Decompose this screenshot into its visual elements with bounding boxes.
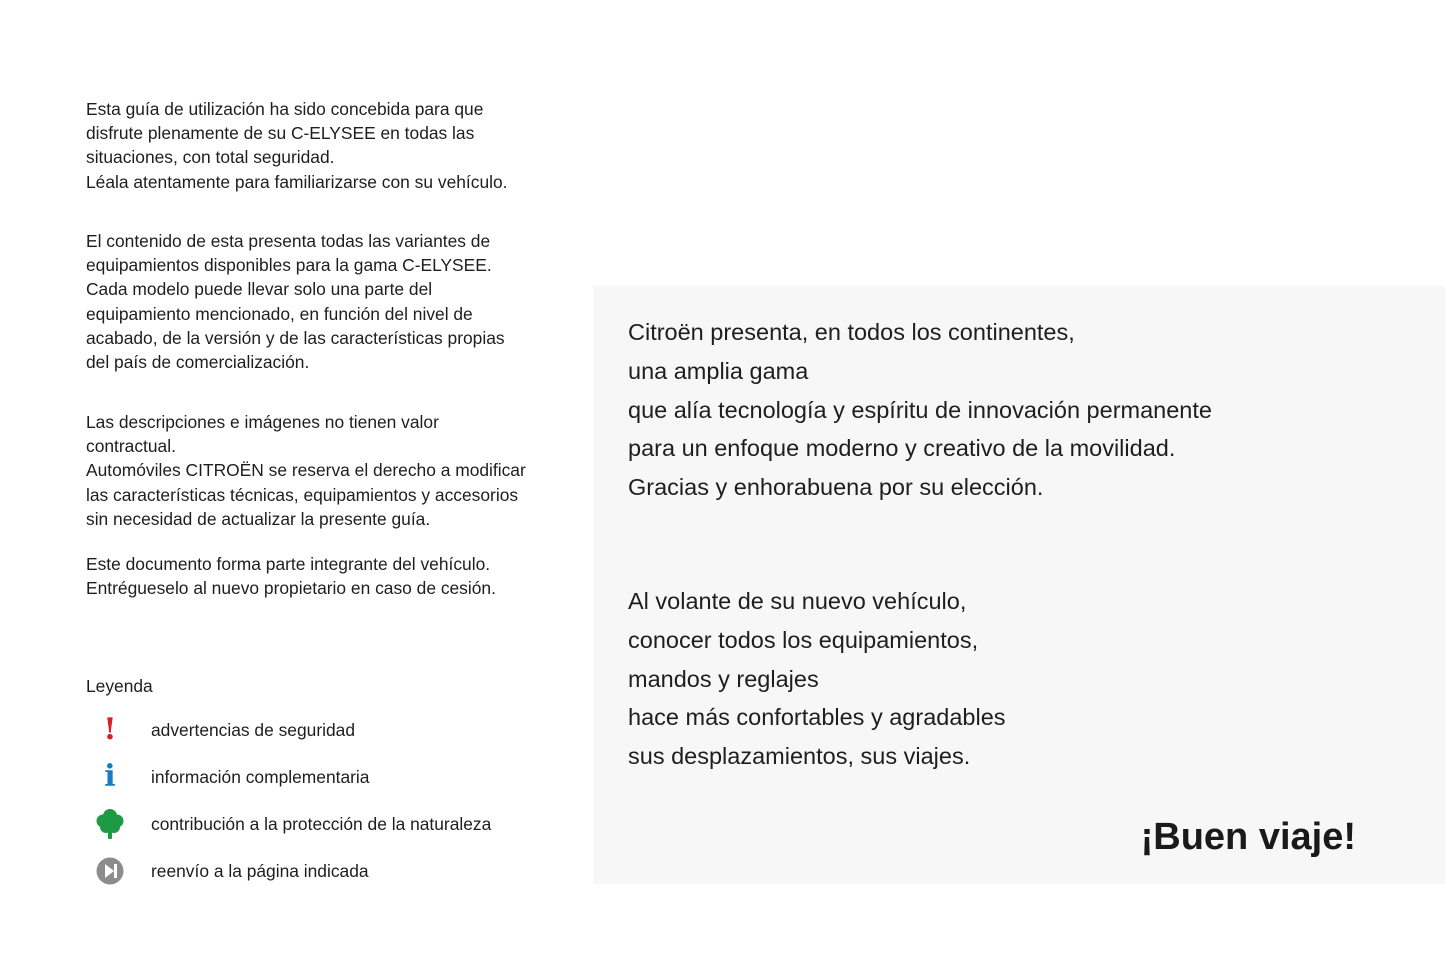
legend-label: advertencias de seguridad	[151, 720, 355, 740]
legend-item-info	[86, 759, 556, 795]
text-line: contractual.	[86, 436, 176, 457]
text-line: acabado, de la versión y de las características propias	[86, 327, 505, 348]
legend-label: información complementaria	[151, 767, 370, 787]
text-line: una amplia gama	[628, 357, 809, 384]
text-line: conocer todos los equipamientos,	[628, 626, 979, 653]
text-line: del país de comercialización.	[86, 352, 310, 373]
intro-paragraph-purpose	[86, 97, 507, 194]
legend-item-safety	[86, 712, 556, 748]
welcome-text-vehicle	[628, 582, 1006, 776]
text-line: situaciones, con total seguridad.	[86, 147, 335, 168]
info-icon: i	[104, 759, 116, 794]
text-line: Al volante de su nuevo vehículo,	[628, 588, 967, 614]
text-line: disfrute plenamente de su C-ELYSEE en todas las	[86, 123, 475, 144]
text-line: Cada modelo puede llevar solo una parte del	[86, 279, 433, 300]
text-line: hace más confortables y agradables	[628, 704, 1006, 731]
legend-item-page-reference	[86, 853, 556, 889]
text-line: El contenido de esta presenta todas las variantes de	[86, 231, 491, 251]
text-line: Este documento forma parte integrante del vehículo.	[86, 554, 491, 574]
text-line: que alía tecnología y espíritu de innovación permanente	[628, 396, 1212, 423]
intro-paragraph-contents	[86, 229, 505, 374]
text-line: sus desplazamientos, sus viajes.	[628, 743, 971, 770]
legend-title: Leyenda	[86, 676, 153, 696]
text-line: Entrégueselo al nuevo propietario en caso de cesión.	[86, 578, 496, 599]
text-line: Gracias y enhorabuena por su elección.	[628, 474, 1044, 501]
exclamation-icon: !	[103, 712, 117, 747]
text-line: Las descripciones e imágenes no tienen valor	[86, 412, 439, 432]
text-line: Citroën presenta, en todos los continentes,	[628, 319, 1075, 345]
text-line: Esta guía de utilización ha sido concebida para que	[86, 99, 484, 119]
closing-greeting: ¡Buen viaje!	[1140, 816, 1356, 858]
text-line: mandos y reglajes	[628, 665, 819, 692]
text-line: equipamientos disponibles para la gama C-ELYSEE.	[86, 255, 492, 276]
welcome-text-brand	[628, 313, 1212, 507]
text-line: equipamiento mencionado, en función del nivel de	[86, 303, 473, 324]
welcome-panel	[593, 286, 1445, 884]
text-line: para un enfoque moderno y creativo de la movilidad.	[628, 435, 1176, 462]
text-line: Léala atentamente para familiarizarse con su vehículo.	[86, 171, 508, 192]
legend-label: reenvío a la página indicada	[151, 861, 369, 881]
intro-paragraph-disclaimer	[86, 410, 526, 531]
legend-label: contribución a la protección de la naturaleza	[151, 814, 492, 834]
legend-item-environment	[86, 806, 556, 842]
intro-paragraph-ownership	[86, 552, 496, 600]
text-line: las características técnicas, equipamientos y accesorios	[86, 484, 519, 505]
text-line: sin necesidad de actualizar la presente guía.	[86, 508, 431, 529]
text-line: Automóviles CITROËN se reserva el derecho a modificar	[86, 460, 526, 481]
skip-forward-icon	[94, 853, 126, 889]
tree-icon	[94, 806, 126, 842]
